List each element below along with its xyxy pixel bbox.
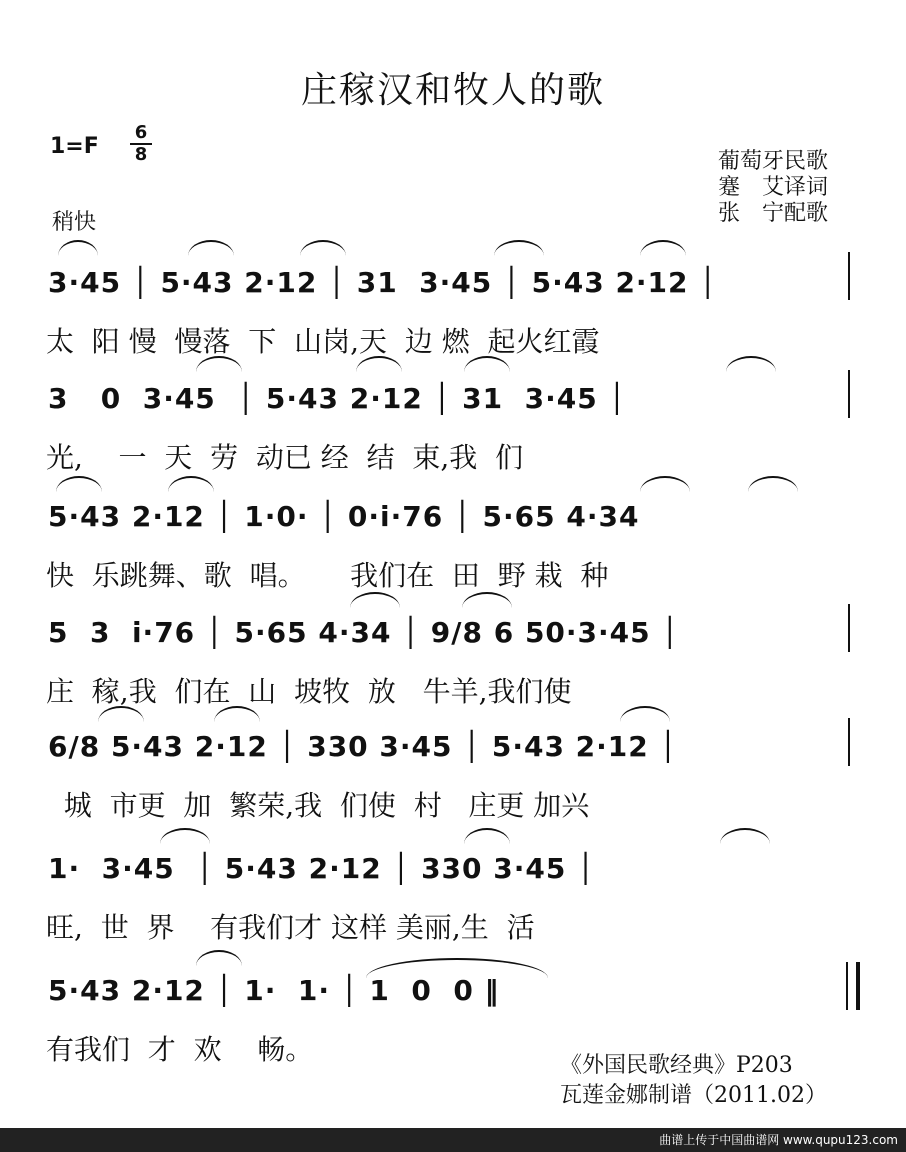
notation-line: 3·45 │ 5·43 2·12 │ 31 3·45 │ 5·43 2·12 │ bbox=[48, 266, 718, 299]
credit-lyrics: 蹇 艾译词 bbox=[718, 175, 829, 200]
lyrics-line: 快 乐跳舞、歌 唱。 我们在 田 野 栽 种 bbox=[46, 559, 609, 592]
lyrics-line: 太 阳 慢 慢落 下 山岗,天 边 燃 起火红霞 bbox=[46, 325, 600, 358]
key-signature: 1=F bbox=[50, 134, 99, 159]
notation-line: 3 0 3·45 │ 5·43 2·12 │ 31 3·45 │ bbox=[48, 382, 627, 415]
notation-line: 5 3 i·76 │ 5·65 4·34 │ 9/8 6 50·3·45 │ bbox=[48, 616, 680, 649]
notation-line: 6/8 5·43 2·12 │ 330 3·45 │ 5·43 2·12 │ bbox=[48, 730, 678, 763]
credit-arrangement: 张 宁配歌 bbox=[718, 201, 829, 226]
source-reference: 《外国民歌经典》P203 bbox=[560, 1053, 793, 1078]
lyrics-line: 旺, 世 界 有我们才 这样 美丽,生 活 bbox=[46, 911, 535, 944]
time-signature-bottom: 8 bbox=[134, 144, 148, 165]
notation-line: 5·43 2·12 │ 1· 1· │ 1 0 0 ‖ bbox=[48, 974, 500, 1007]
footer-text[interactable]: 曲谱上传于中国曲谱网 www.qupu123.com bbox=[659, 1133, 898, 1147]
site-footer bbox=[0, 1128, 906, 1152]
time-signature bbox=[130, 124, 152, 164]
lyrics-line: 光, 一 天 劳 动已 经 结 束,我 们 bbox=[46, 441, 524, 474]
time-signature-top: 6 bbox=[134, 122, 148, 143]
transcriber-credit: 瓦莲金娜制谱（2011.02） bbox=[560, 1083, 827, 1108]
lyrics-line: 城 市更 加 繁荣,我 们使 村 庄更 加兴 bbox=[46, 789, 590, 822]
lyrics-line: 有我们 才 欢 畅。 bbox=[46, 1033, 314, 1066]
lyrics-line: 庄 稼,我 们在 山 坡牧 放 牛羊,我们使 bbox=[46, 675, 572, 708]
credit-origin: 葡萄牙民歌 bbox=[718, 149, 829, 174]
song-title: 庄稼汉和牧人的歌 bbox=[300, 70, 605, 111]
tempo-marking: 稍快 bbox=[52, 210, 97, 235]
notation-line: 1· 3·45 │ 5·43 2·12 │ 330 3·45 │ bbox=[48, 852, 595, 885]
notation-line: 5·43 2·12 │ 1·0· │ 0·i·76 │ 5·65 4·34 bbox=[48, 500, 640, 533]
